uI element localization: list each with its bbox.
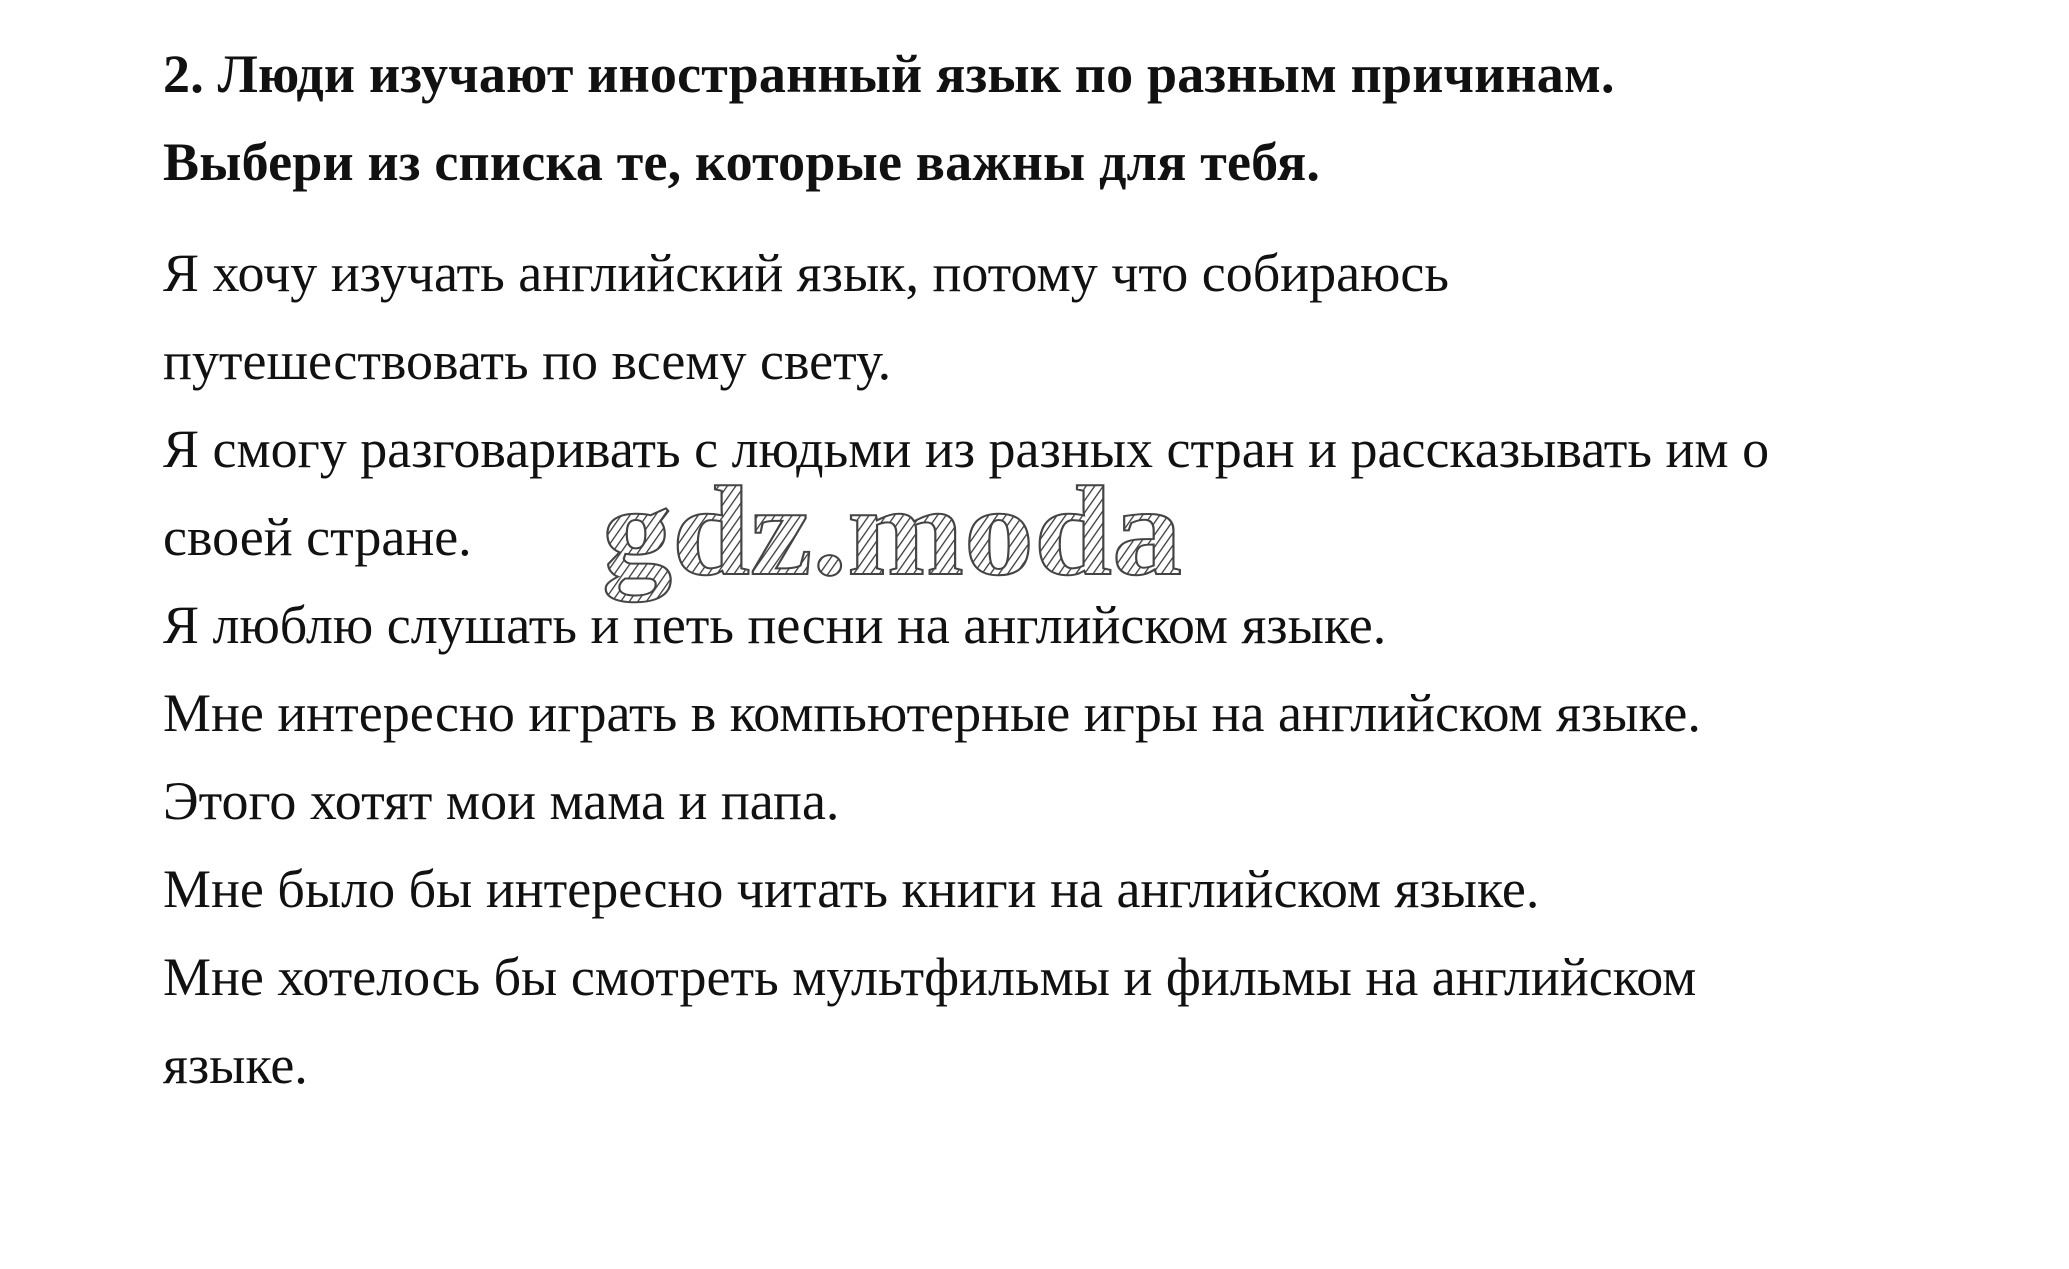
answer-line: Я смогу разговаривать с людьми из разных стран и рассказывать им о [163,419,1770,479]
watermark-logo [598,462,1188,612]
answer-line: Мне интересно играть в компьютерные игры на английском языке. [163,683,1701,743]
answer-text [163,229,1769,1109]
task-heading-line-1: 2. Люди изучают иностранный язык по разным причинам. [163,44,1615,104]
watermark-text: gdz.moda [602,462,1182,602]
answer-line: Этого хотят мои мама и папа. [163,771,840,831]
answer-line: языке. [163,1035,308,1095]
answer-line: своей стране. [163,507,472,567]
answer-line: Мне было бы интересно читать книги на английском языке. [163,859,1540,919]
answer-line: Я хочу изучать английский язык, потому что собираюсь [163,243,1449,303]
answer-line: Я люблю слушать и петь песни на английском языке. [163,595,1387,655]
answer-line: Мне хотелось бы смотреть мультфильмы и фильмы на английском [163,947,1697,1007]
task-heading-line-2: Выбери из списка те, которые важны для тебя. [163,132,1321,192]
task-heading [163,30,1615,206]
answer-line: путешествовать по всему свету. [163,331,892,391]
